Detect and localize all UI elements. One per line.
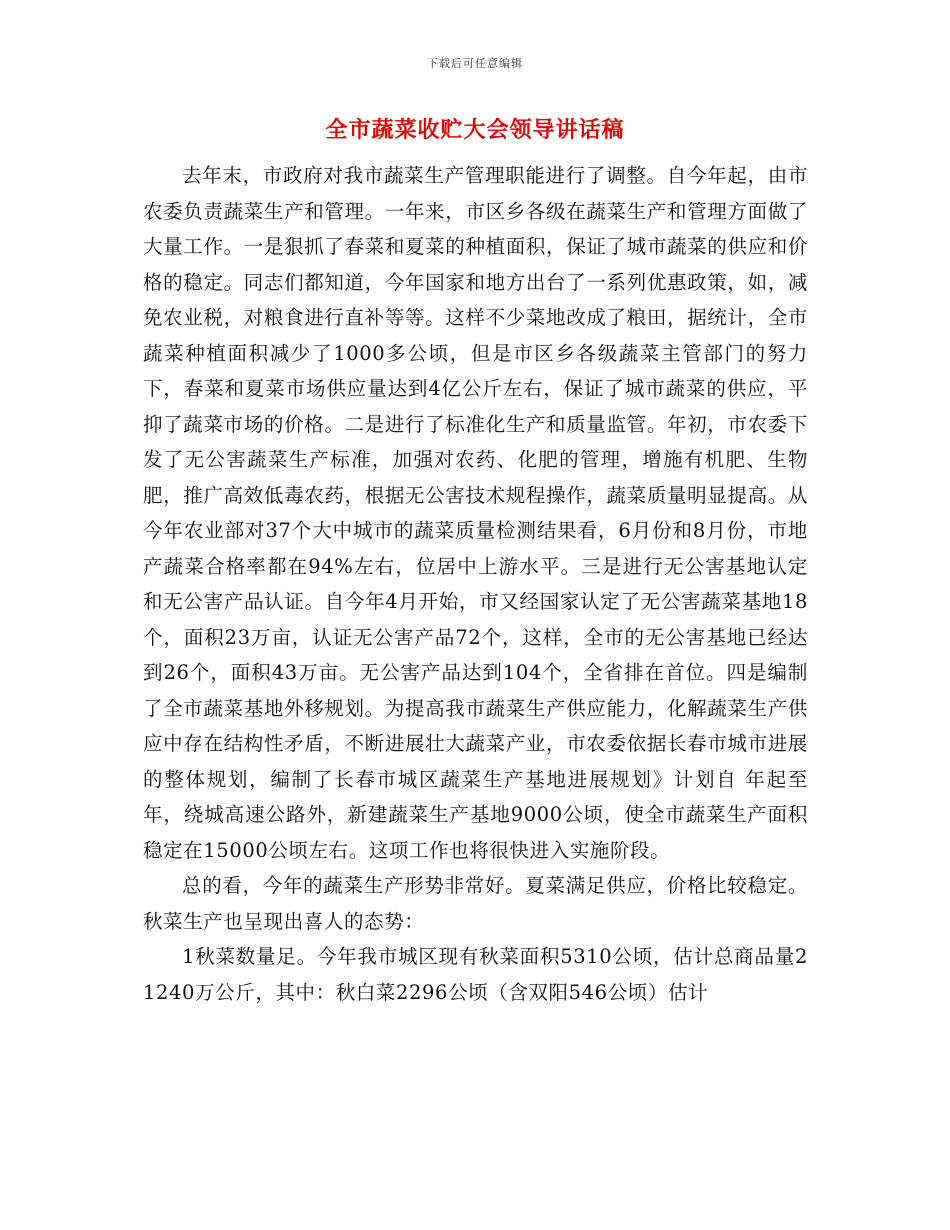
paragraph-2: 总的看，今年的蔬菜生产形势非常好。夏菜满足供应，价格比较稳定。秋菜生产也呈现出喜人的态势： xyxy=(143,874,808,933)
document-body xyxy=(143,158,808,1010)
paragraph-3: 1秋菜数量足。今年我市城区现有秋菜面积5310公顷，估计总商品量21240万公斤，其中：秋白菜2296公顷（含双阳546公顷）估计 xyxy=(143,945,808,1004)
header-note: 下载后可任意编辑 xyxy=(427,57,523,70)
document-title: 全市蔬菜收贮大会领导讲话稿 xyxy=(325,117,625,143)
paragraph-1: 去年末，市政府对我市蔬菜生产管理职能进行了调整。自今年起，由市农委负责蔬菜生产和管理。一年来，市区乡各级在蔬菜生产和管理方面做了大量工作。一是狠抓了春菜和夏菜的种植面积，保证了城市蔬菜的供应和价格的稳定。同志们都知道，今年国家和地方出台了一系列优惠政策，如，减免农业税，对粮食进行直补等等。这样不少菜地改成了粮田，据统计，全市蔬菜种植面积减少了1000多公顷，但是市区乡各级蔬菜主管部门的努力下，春菜和夏菜市场供应量达到4亿公斤左右，保证了城市蔬菜的供应，平抑了蔬菜市场的价格。二是进行了标准化生产和质量监管。年初，市农委下发了无公害蔬菜生产标准，加强对农药、化肥的管理，增施有机肥、生物肥，推广高效低毒农药，根据无公害技术规程操作，蔬菜质量明显提高。从今年农业部对37个大中城市的蔬菜质量检测结果看，6月份和8月份，市地产蔬菜合格率都在94%左右，位居中上游水平。三是进行无公害基地认定和无公害产品认证。自今年4月开始，市又经国家认定了无公害蔬菜基地18个，面积23万亩，认证无公害产品72个，这样，全市的无公害基地已经达到26个，面积43万亩。无公害产品达到104个，全省排在首位。四是编制了全市蔬菜基地外移规划。为提高我市蔬菜生产供应能力，化解蔬菜生产供应中存在结构性矛盾，不断进展壮大蔬菜产业，市农委依据长春市城市进展的整体规划，编制了长春市城区蔬菜生产基地进展规划》计划自 年起至 年，绕城高速公路外，新建蔬菜生产基地9000公顷，使全市蔬菜生产面积稳定在15000公顷左右。这项工作也将很快进入实施阶段。 xyxy=(143,164,808,862)
